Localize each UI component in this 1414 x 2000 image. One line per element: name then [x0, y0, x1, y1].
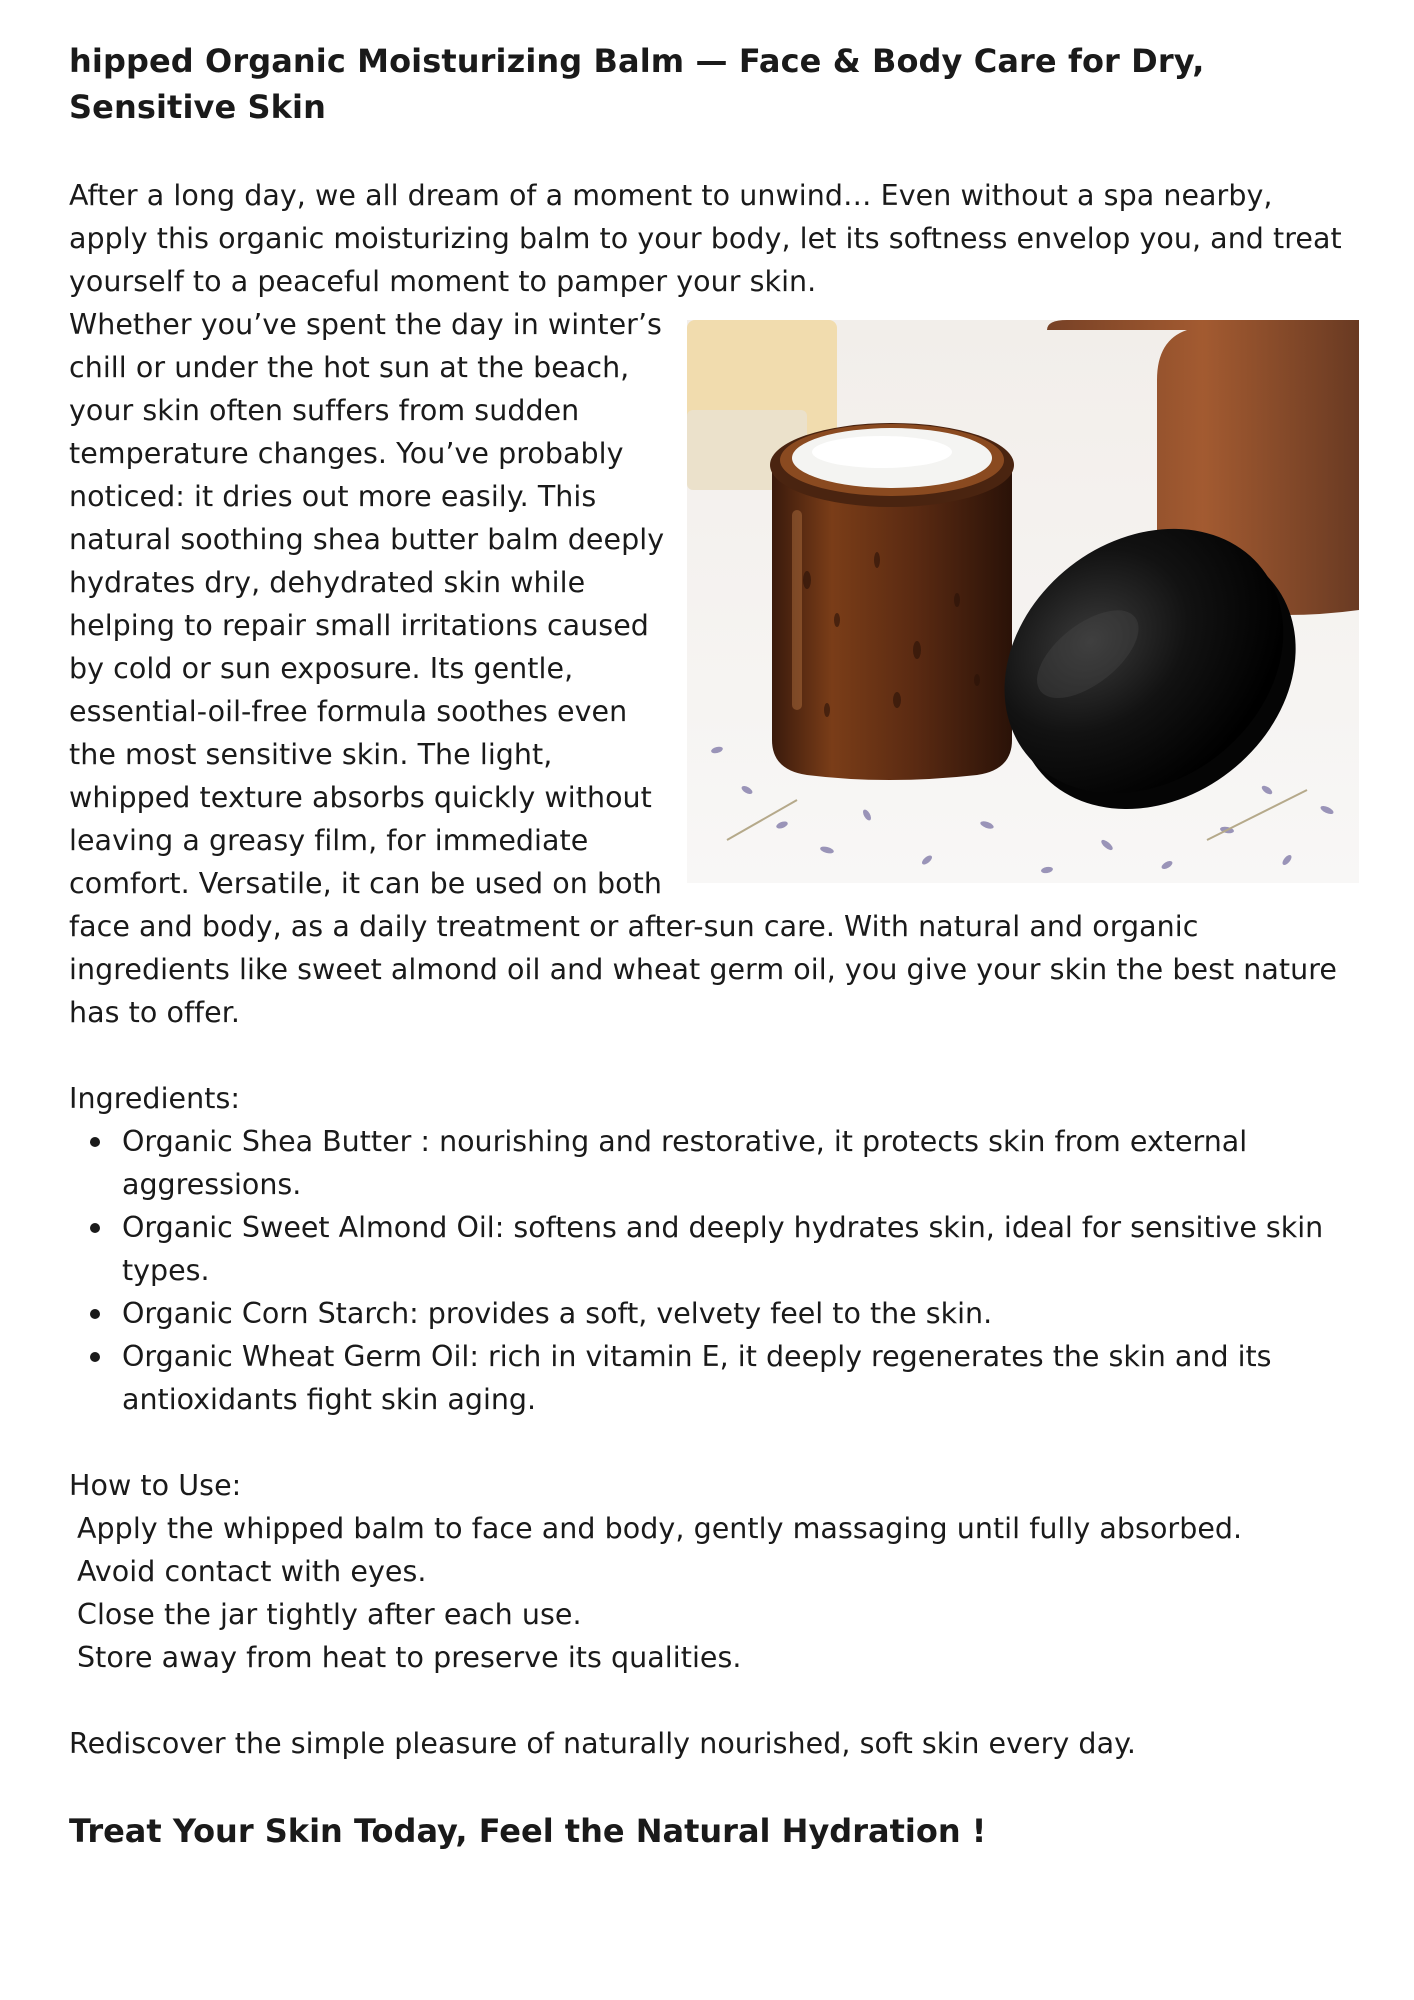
bullet-icon — [90, 1137, 100, 1147]
how-to-use-line: Apply the whipped balm to face and body, gently massaging until fully absorbed. — [77, 1512, 1243, 1545]
ingredient-text: Organic Sweet Almond Oil: softens and deeply hydrates skin, ideal for sensitive skin types. — [122, 1211, 1324, 1287]
intro-paragraph: After a long day, we all dream of a moment to unwind… Even without a spa nearby, apply this organic moisturizing balm to your body, let its softness envelop you, and treat yourself to a peaceful moment to pamper your skin. — [69, 179, 1342, 298]
bullet-icon — [90, 1309, 100, 1319]
product-description — [69, 38, 1359, 1854]
product-photo — [687, 320, 1359, 883]
call-to-action-heading: Treat Your Skin Today, Feel the Natural Hydration ! — [69, 1812, 987, 1850]
how-to-use-label: How to Use: — [69, 1469, 242, 1502]
list-item — [122, 1335, 1359, 1421]
page-title: hipped Organic Moisturizing Balm — Face & Body Care for Dry, Sensitive Skin — [69, 42, 1205, 126]
ingredient-text: Organic Wheat Germ Oil: rich in vitamin E, it deeply regenerates the skin and its antioxidants fight skin aging. — [122, 1340, 1272, 1416]
bullet-icon — [90, 1352, 100, 1362]
list-item — [122, 1120, 1359, 1206]
body-paragraph: Whether you’ve spent the day in winter’s chill or under the hot sun at the beach, your skin often suffers from sudden temperature changes. You’ve probably noticed: it dries out more easily. This natural soothing shea butter balm deeply hydrates dry, dehydrated skin while helping to repair small irritations caused by cold or sun exposure. Its gentle, essential-oil-free formula soothes even the most sensitive skin. The light, whipped texture absorbs quickly without leaving a greasy film, for immediate comfort. Versatile, it can be used on both face and body, as a daily treatment or after-sun care. With natural and organic ingredients like sweet almond oil and wheat germ oil, you give your skin the best nature has to offer. — [69, 308, 1337, 1029]
how-to-use-line: Close the jar tightly after each use. — [77, 1598, 582, 1631]
ingredient-text: Organic Corn Starch: provides a soft, velvety feel to the skin. — [122, 1297, 993, 1330]
closing-paragraph: Rediscover the simple pleasure of naturally nourished, soft skin every day. — [69, 1727, 1137, 1760]
ingredients-list — [69, 1120, 1359, 1421]
balm-jar-illustration — [687, 320, 1359, 883]
ingredients-label: Ingredients: — [69, 1082, 241, 1115]
list-item — [122, 1292, 1359, 1335]
bullet-icon — [90, 1223, 100, 1233]
list-item — [122, 1206, 1359, 1292]
how-to-use-line: Store away from heat to preserve its qualities. — [77, 1641, 742, 1674]
ingredient-text: Organic Shea Butter : nourishing and restorative, it protects skin from external aggressions. — [122, 1125, 1248, 1201]
how-to-use-line: Avoid contact with eyes. — [77, 1555, 427, 1588]
